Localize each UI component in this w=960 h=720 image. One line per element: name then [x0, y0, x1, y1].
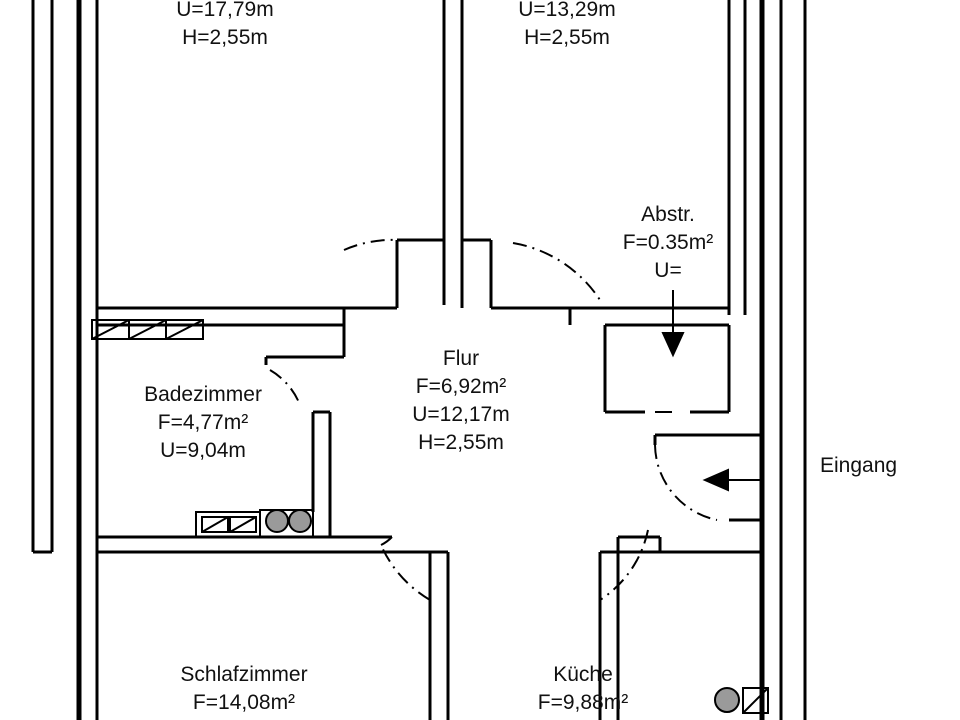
room-label-line: U=9,04m — [160, 439, 246, 462]
room-label-line: H=2,55m — [182, 26, 268, 49]
bathroom-fixtures — [196, 510, 313, 537]
room-label-line: F=0.35m² — [622, 231, 714, 254]
room-label-wohnzimmer — [125, 0, 325, 52]
room-label-line: U=13,29m — [518, 0, 616, 21]
room-label-line: Badezimmer — [144, 383, 262, 406]
room-label-line: F=9,88m² — [537, 691, 629, 714]
room-label-line: Küche — [553, 663, 613, 686]
room-label-line: U= — [654, 259, 682, 282]
abstr-arrow — [663, 290, 683, 355]
room-label-schlafzimmer — [144, 661, 344, 717]
annotation-label: Eingang — [820, 454, 898, 477]
room-label-line: F=14,08m² — [192, 691, 296, 714]
room-label-line: F=6,92m² — [415, 375, 507, 398]
room-label-line: H=2,55m — [524, 26, 610, 49]
room-label-line: Abstr. — [641, 203, 695, 226]
entrance-arrow — [705, 470, 760, 490]
room-label-abstr — [568, 201, 768, 285]
room-label-kueche — [483, 661, 683, 717]
room-label-line: U=12,17m — [412, 403, 510, 426]
room-label-line: Schlafzimmer — [180, 663, 308, 686]
room-label-kinderzimmer — [467, 0, 667, 52]
room-label-line: F=4,77m² — [157, 411, 249, 434]
room-label-badezimmer — [103, 381, 303, 465]
window-symbols-bathroom-top — [92, 320, 203, 339]
room-label-line: H=2,55m — [418, 431, 504, 454]
room-label-line: Flur — [442, 347, 480, 370]
room-label-flur — [361, 345, 561, 457]
room-label-line: U=17,79m — [176, 0, 274, 21]
annotation-eingang — [820, 452, 897, 480]
